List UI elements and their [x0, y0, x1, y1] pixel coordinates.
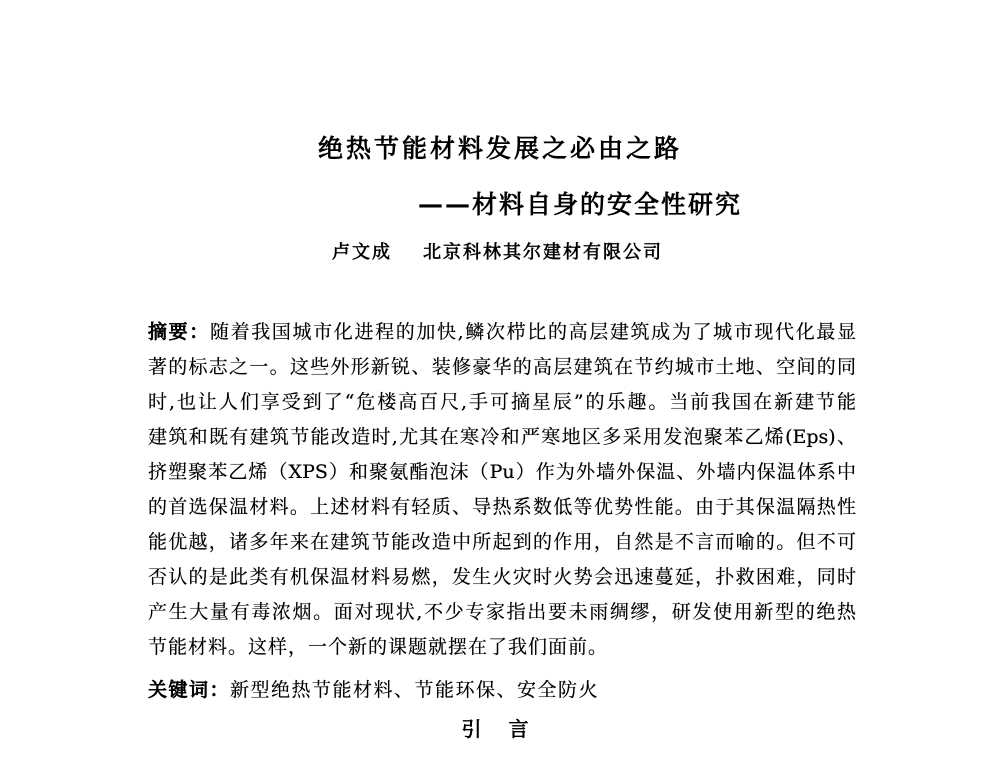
abstract-line-6: 的首选保温材料。上述材料有轻质、导热系数低等优势性能。由于其保温隔热性 [148, 496, 856, 518]
abstract-line-4: 建筑和既有建筑节能改造时,尤其在寒冷和严寒地区多采用发泡聚苯乙烯(Eps)、 [148, 426, 856, 448]
section-heading-introduction: 引 言 [461, 717, 539, 741]
abstract-line-10: 节能材料。这样，一个新的课题就摆在了我们面前。 [148, 636, 609, 658]
keywords-text: 新型绝热节能材料、节能环保、安全防火 [230, 679, 600, 701]
paper-title: 绝热节能材料发展之必由之路 [317, 134, 682, 163]
abstract-line-9: 产生大量有毒浓烟。面对现状,不少专家指出要未雨绸缪，研发使用新型的绝热 [148, 601, 856, 623]
abstract-line-3: 时,也让人们享受到了“危楼高百尺,手可摘星辰”的乐趣。当前我国在新建节能 [148, 391, 856, 413]
abstract-line-5: 挤塑聚苯乙烯（XPS）和聚氨酯泡沫（Pu）作为外墙外保温、外墙内保温体系中 [148, 461, 856, 483]
author-affiliation: 北京科林其尔建材有限公司 [423, 242, 663, 263]
abstract-line-2: 著的标志之一。这些外形新锐、装修豪华的高层建筑在节约城市土地、空间的同 [148, 356, 856, 378]
abstract-line-7: 能优越，诸多年来在建筑节能改造中所起到的作用，自然是不言而喻的。但不可 [148, 531, 856, 553]
author-name: 卢文成 [332, 242, 392, 263]
abstract [148, 315, 856, 665]
keywords [148, 673, 856, 708]
abstract-line-1-text: 随着我国城市化进程的加快,鳞次栉比的高层建筑成为了城市现代化最显 [209, 321, 856, 343]
abstract-line-8: 否认的是此类有机保温材料易燃，发生火灾时火势会迅速蔓延，扑救困难，同时 [148, 566, 856, 588]
keywords-label: 关键词： [148, 679, 231, 701]
paper-subtitle: ——材料自身的安全性研究 [418, 190, 743, 219]
abstract-label: 摘要： [148, 321, 210, 343]
abstract-line-1 [148, 315, 856, 350]
